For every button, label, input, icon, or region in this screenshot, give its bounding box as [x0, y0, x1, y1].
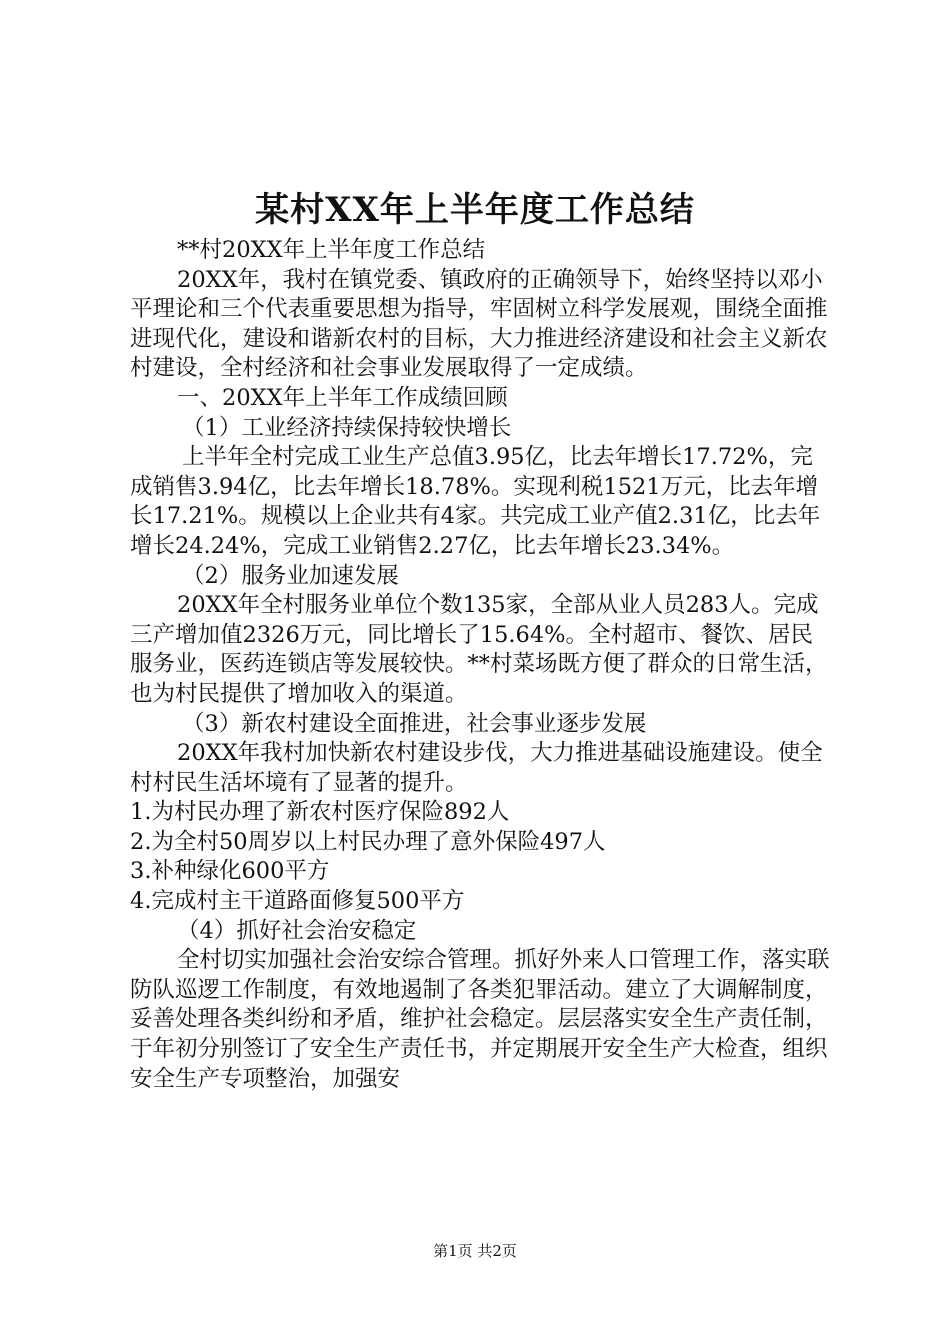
- section-heading-review: 一、20XX年上半年工作成绩回顾: [177, 384, 508, 411]
- subheading-rural: （3）新农村建设全面推进，社会事业逐步发展: [182, 710, 647, 737]
- document-body: [130, 236, 835, 1094]
- security-paragraph: 全村切实加强社会治安综合管理。抓好外来人口管理工作，落实联防队巡逻工作制度，有效地遏制了各类犯罪活动。建立了大调解制度，妥善处理各类纠纷和矛盾，维护社会稳定。层层落实安全生产责任制，于年初分别签订了安全生产责任书，并定期展开安全生产大检查，组织安全生产专项整治，加强安: [130, 947, 830, 1092]
- subheading-industry: （1）工业经济持续保持较快增长: [182, 414, 512, 441]
- list-item-medical: 1.为村民办理了新农村医疗保险892人: [130, 799, 510, 826]
- subheading-service: （2）服务业加速发展: [182, 562, 399, 589]
- subtitle-line: **村20XX年上半年度工作总结: [177, 237, 486, 263]
- document-title: 某村XX年上半年度工作总结: [255, 190, 695, 230]
- list-item-insurance: 2.为全村50周岁以上村民办理了意外保险497人: [130, 828, 606, 855]
- industry-paragraph: 上半年全村完成工业生产总值3.95亿，比去年增长17.72%，完成销售3.94亿，比去年增长18.78%。实现利税1521万元，比去年增长17.21%。规模以上企业共有4家。共完成工业产值2.31亿，比去年增长24.24%，完成工业销售2.27亿，比去年增长23.34%。: [130, 444, 821, 559]
- page-footer: 第1页 共2页: [433, 1242, 517, 1260]
- service-paragraph: 20XX年全村服务业单位个数135家，全部从业人员283人。完成三产增加值2326万元，同比增长了15.64%。全村超市、餐饮、居民服务业，医药连锁店等发展较快。**村菜场既方便了群众的日常生活，也为村民提供了增加收入的渠道。: [130, 592, 828, 707]
- rural-paragraph: 20XX年我村加快新农村建设步伐，大力推进基础设施建设。使全村村民生活坏境有了显著的提升。: [130, 740, 823, 796]
- list-item-road: 4.完成村主干道路面修复500平方: [130, 888, 465, 915]
- list-item-greening: 3.补种绿化600平方: [130, 858, 330, 885]
- intro-paragraph: 20XX年，我村在镇党委、镇政府的正确领导下，始终坚持以邓小平理论和三个代表重要思想为指导，牢固树立科学发展观，围绕全面推进现代化，建设和谐新农村的目标，大力推进经济建设和社会主义新农村建设，全村经济和社会事业发展取得了一定成绩。: [130, 266, 828, 382]
- subheading-security: （4）抓好社会治安稳定: [177, 917, 417, 944]
